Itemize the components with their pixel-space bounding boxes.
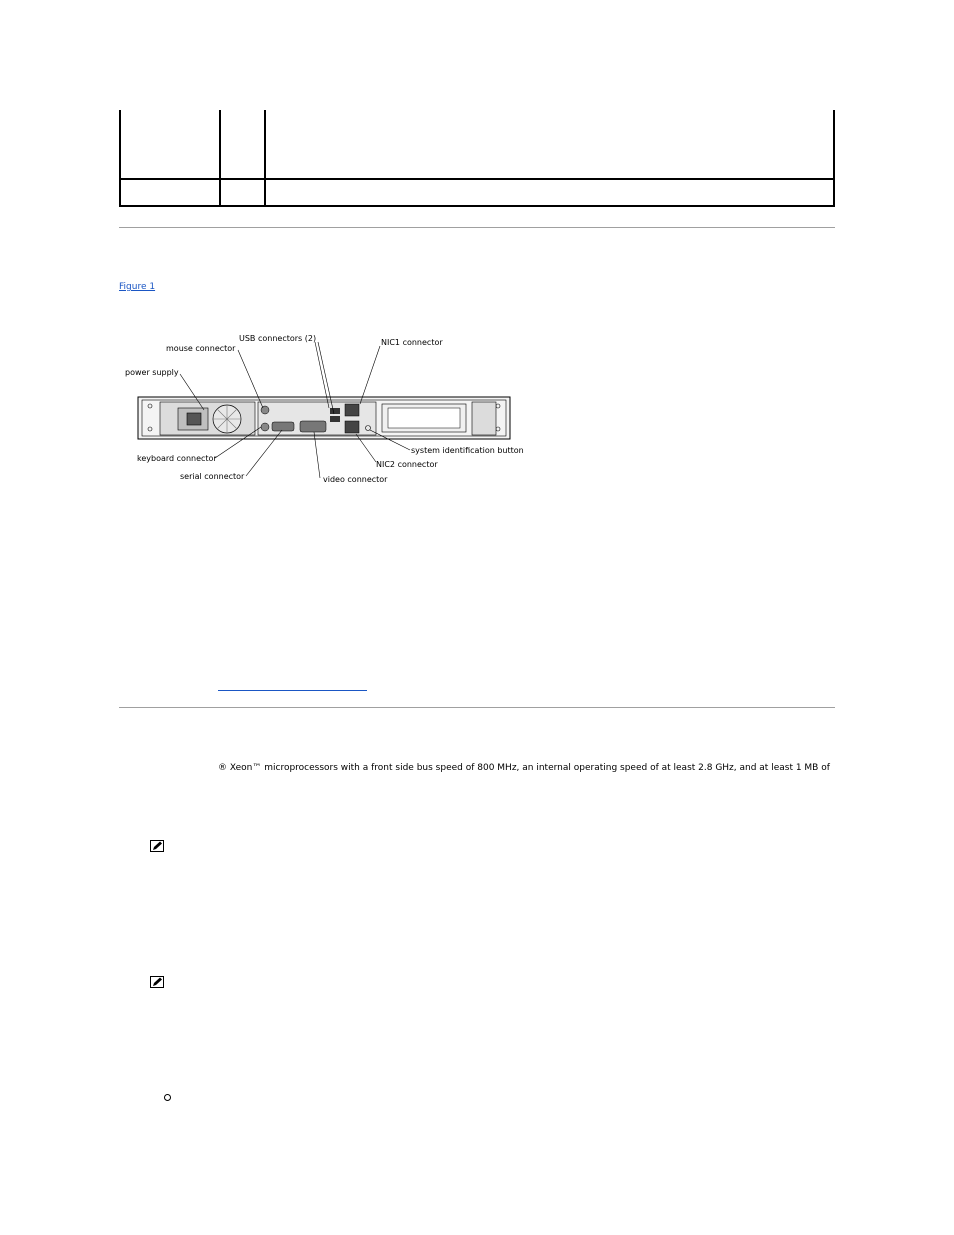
table-cell [220, 179, 265, 206]
table-row [120, 110, 834, 179]
figure-link[interactable]: Figure 1 [119, 282, 156, 292]
system-id-button-label: system identification button [411, 446, 524, 455]
table-cell [265, 110, 834, 179]
section-divider [119, 227, 835, 228]
power-supply-label: power supply [125, 368, 179, 377]
keyboard-connector-label: keyboard connector [137, 454, 217, 463]
table-cell [120, 110, 220, 179]
table-cell [220, 110, 265, 179]
hollow-circle-bullet-icon [164, 1094, 171, 1101]
video-connector-label: video connector [323, 475, 388, 484]
section-divider [119, 707, 835, 708]
processor-paragraph: ® Xeon™ microprocessors with a front side bus speed of 800 MHz, an internal operating speed of at least 2.8 GHz, and at least 1 MB of [218, 763, 830, 773]
chassis-drawing [138, 397, 510, 439]
section-link[interactable] [218, 678, 367, 691]
spec-table [119, 110, 835, 207]
note-icon [150, 976, 164, 988]
nic1-connector-label: NIC1 connector [381, 338, 443, 347]
mouse-connector-label: mouse connector [166, 344, 236, 353]
table-cell [265, 179, 834, 206]
note-icon [150, 840, 164, 852]
table-cell [120, 179, 220, 206]
back-panel-figure [120, 330, 530, 500]
table-row [120, 179, 834, 206]
serial-connector-label: serial connector [180, 472, 245, 481]
usb-connectors-label: USB connectors (2) [239, 334, 317, 343]
nic2-connector-label: NIC2 connector [376, 460, 438, 469]
